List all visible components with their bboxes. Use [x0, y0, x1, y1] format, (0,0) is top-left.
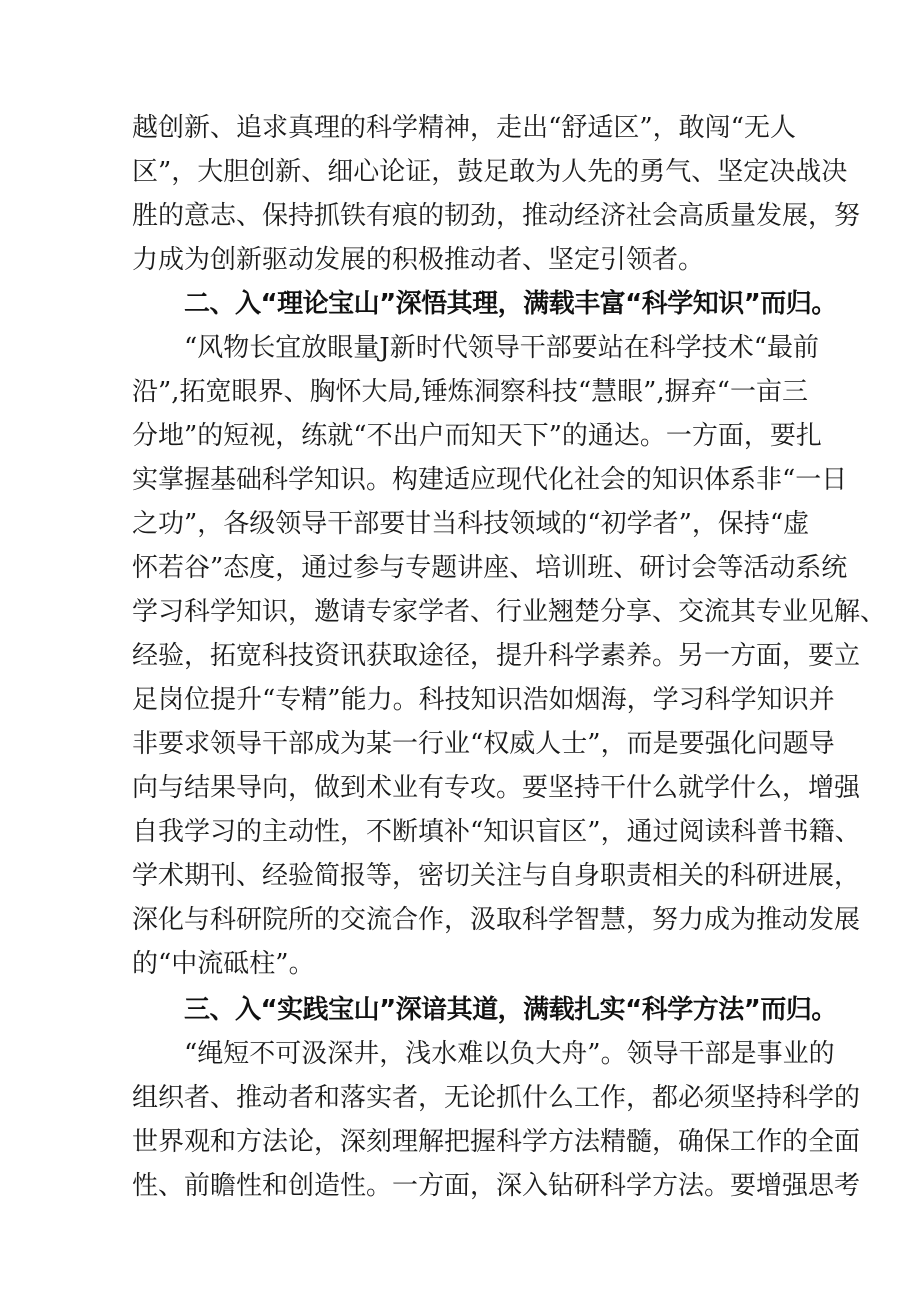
paragraph-line: 向与结果导向，做到术业有专攻。要坚持干什么就学什么，增强 — [132, 773, 861, 803]
paragraph-line: 的“中流砥柱”。 — [132, 949, 315, 979]
section-heading-2: 二、入“理论宝山”深悟其理，满载丰富“科学知识”而归。 — [184, 289, 837, 319]
paragraph-line: 足岗位提升“专精”能力。科技知识浩如烟海，学习科学知识并 — [132, 685, 835, 715]
paragraph-line: 组织者、推动者和落实者，无论抓什么工作，都必须坚持科学的 — [132, 1083, 861, 1113]
paragraph-line: 经验，拓宽科技资讯获取途径，提升科学素养。另一方面，要立 — [132, 641, 861, 671]
paragraph-line: 非要求领导干部成为某一行业“权威人士”，而是要强化问题导 — [132, 729, 835, 759]
paragraph-line: 实掌握基础科学知识。构建适应现代化社会的知识体系非“一日 — [132, 465, 848, 495]
paragraph-line: 学术期刊、经验简报等，密切关注与自身职责相关的科研进展， — [132, 861, 861, 891]
paragraph-line: 分地”的短视，练就“不出户而知天下”的通达。一方面，要扎 — [132, 421, 822, 451]
paragraph-line: 之功”，各级领导干部要甘当科技领域的“初学者”，保持“虚 — [132, 509, 810, 539]
paragraph-line: 怀若谷”态度，通过参与专题讲座、培训班、研讨会等活动系统 — [132, 553, 848, 583]
paragraph-line: “风物长宜放眼量J新时代领导干部要站在科学技术“最前 — [184, 333, 820, 363]
paragraph-line: “绳短不可汲深井，浅水难以负大舟”。领导干部是事业的 — [184, 1039, 835, 1069]
paragraph-line: 深化与科研院所的交流合作，汲取科学智慧，努力成为推动发展 — [132, 905, 861, 935]
section-heading-3: 三、入“实践宝山”深谙其道，满载扎实“科学方法”而归。 — [184, 995, 837, 1025]
paragraph-line: 世界观和方法论，深刻理解把握科学方法精髓，确保工作的全面 — [132, 1127, 861, 1157]
paragraph-line: 沿”,拓宽眼界、胸怀大局,锤炼洞察科技“慧眼”,摒弃“一亩三 — [132, 377, 808, 407]
paragraph-line: 胜的意志、保持抓铁有痕的韧劲，推动经济社会高质量发展，努 — [132, 201, 861, 231]
paragraph-line: 自我学习的主动性，不断填补“知识盲区”，通过阅读科普书籍、 — [132, 817, 861, 847]
paragraph-line: 性、前瞻性和创造性。一方面，深入钻研科学方法。要增强思考 — [132, 1171, 861, 1201]
paragraph-line: 力成为创新驱动发展的积极推动者、坚定引领者。 — [132, 245, 705, 275]
paragraph-line: 学习科学知识，邀请专家学者、行业翘楚分享、交流其专业见解、 — [132, 597, 887, 627]
paragraph-line: 越创新、追求真理的科学精神，走出“舒适区”，敢闯“无人 — [132, 113, 796, 143]
paragraph-line: 区”，大胆创新、细心论证，鼓足敢为人先的勇气、坚定决战决 — [132, 157, 848, 187]
